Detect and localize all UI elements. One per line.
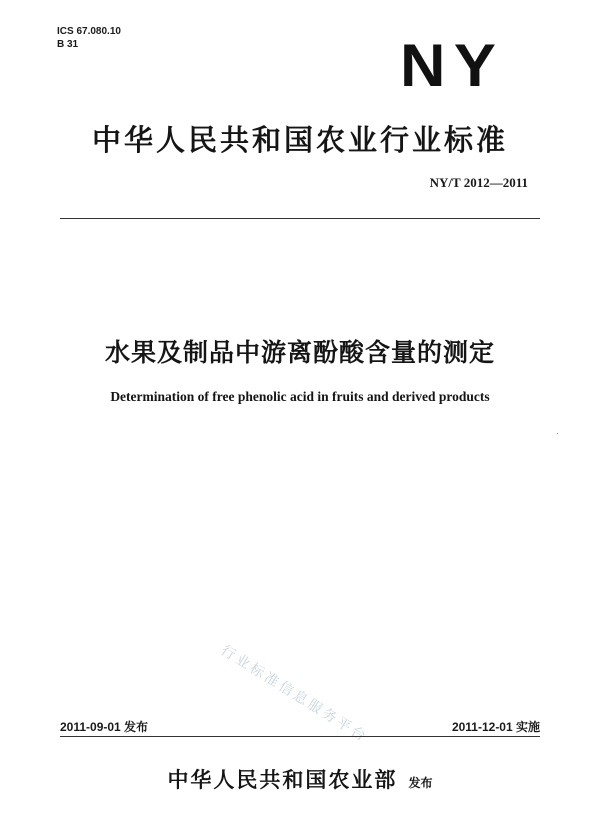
implementation-date: 2011-12-01 实施 <box>451 720 540 734</box>
ccs-code: B 31 <box>57 39 79 50</box>
header-divider <box>60 218 540 219</box>
footer-divider <box>60 736 540 737</box>
scan-speck <box>557 433 558 434</box>
publisher-action: 发布 <box>408 776 433 790</box>
ny-logo: NY <box>400 32 505 99</box>
publisher-line <box>0 764 600 794</box>
issuing-authority-title: 中华人民共和国农业行业标准 <box>91 123 508 157</box>
standard-number: NY/T 2012—2011 <box>429 175 528 190</box>
document-title-english: Determination of free phenolic acid in fruits and derived products <box>110 389 490 404</box>
classification-codes <box>57 25 121 51</box>
publisher-name: 中华人民共和国农业部 <box>167 768 398 792</box>
date-row <box>60 718 540 734</box>
document-title-chinese: 水果及制品中游离酚酸含量的测定 <box>104 338 495 367</box>
watermark: 行业标准信息服务平台 <box>217 642 371 747</box>
issue-date: 2011-09-01 发布 <box>60 720 149 734</box>
ics-code: ICS 67.080.10 <box>57 26 121 37</box>
